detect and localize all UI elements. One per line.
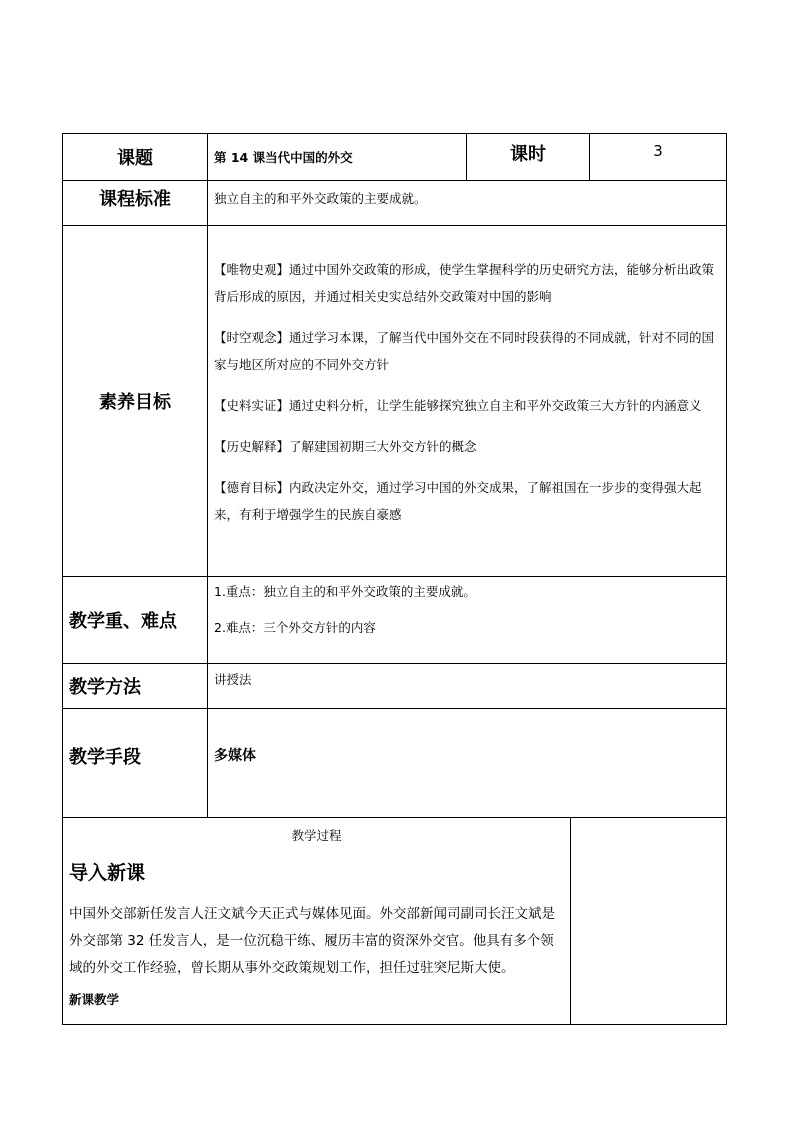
goal-item: 【历史解释】了解建国初期三大外交方针的概念 (214, 439, 477, 454)
goal-item: 【时空观念】通过学习本课，了解当代中国外交在不同时段获得的不同成就，针对不同的国家与地区所对应的不同外交方针 (214, 330, 715, 372)
goal-item: 【史料实证】通过史料分析，让学生能够探究独立自主和平外交政策三大方针的内涵意义 (214, 398, 702, 413)
process-side-cell (571, 818, 727, 1025)
lesson-plan-table (62, 133, 727, 1025)
process-row (63, 818, 727, 1025)
key-points-row (63, 577, 727, 664)
process-body: 中国外交部新任发言人汪文斌今天正式与媒体见面。外交部新闻司副司长汪文斌是外交部第 32 任发言人，是一位沉稳干练、履历丰富的资深外交官。他具有多个领域的外交工作经验，曾长期从事外交政策规划工作，担任过驻突尼斯大使。 (69, 906, 555, 976)
subject-row (63, 134, 727, 181)
goals-content (208, 226, 727, 577)
goal-item: 【德育目标】内政决定外交，通过学习中国的外交成果，了解祖国在一步步的变得强大起来，有利于增强学生的民族自豪感 (214, 480, 702, 522)
means-row (63, 709, 727, 818)
process-content (63, 818, 571, 1025)
standard-label: 课程标准 (63, 181, 208, 226)
key-point-item: 2.难点：三个外交方针的内容 (214, 620, 376, 635)
standard-value: 独立自主的和平外交政策的主要成就。 (208, 181, 727, 226)
goals-label: 素养目标 (63, 226, 208, 577)
hours-label: 课时 (467, 134, 590, 181)
goals-row (63, 226, 727, 577)
method-label: 教学方法 (63, 664, 208, 709)
key-points-content (208, 577, 727, 664)
subject-label: 课题 (63, 134, 208, 181)
standard-row (63, 181, 727, 226)
key-points-label: 教学重、难点 (63, 577, 208, 664)
means-label: 教学手段 (63, 709, 208, 818)
subject-value: 第 14 课当代中国的外交 (208, 134, 467, 181)
method-row (63, 664, 727, 709)
method-value: 讲授法 (208, 664, 727, 709)
hours-value: 3 (590, 134, 727, 181)
process-title: 教学过程 (291, 828, 342, 843)
process-heading: 导入新课 (69, 862, 146, 884)
means-value: 多媒体 (208, 709, 727, 818)
process-sub-heading: 新课教学 (69, 992, 120, 1007)
key-point-item: 1.重点：独立自主的和平外交政策的主要成就。 (214, 584, 476, 599)
goal-item: 【唯物史观】通过中国外交政策的形成，使学生掌握科学的历史研究方法，能够分析出政策背后形成的原因，并通过相关史实总结外交政策对中国的影响 (214, 262, 715, 304)
